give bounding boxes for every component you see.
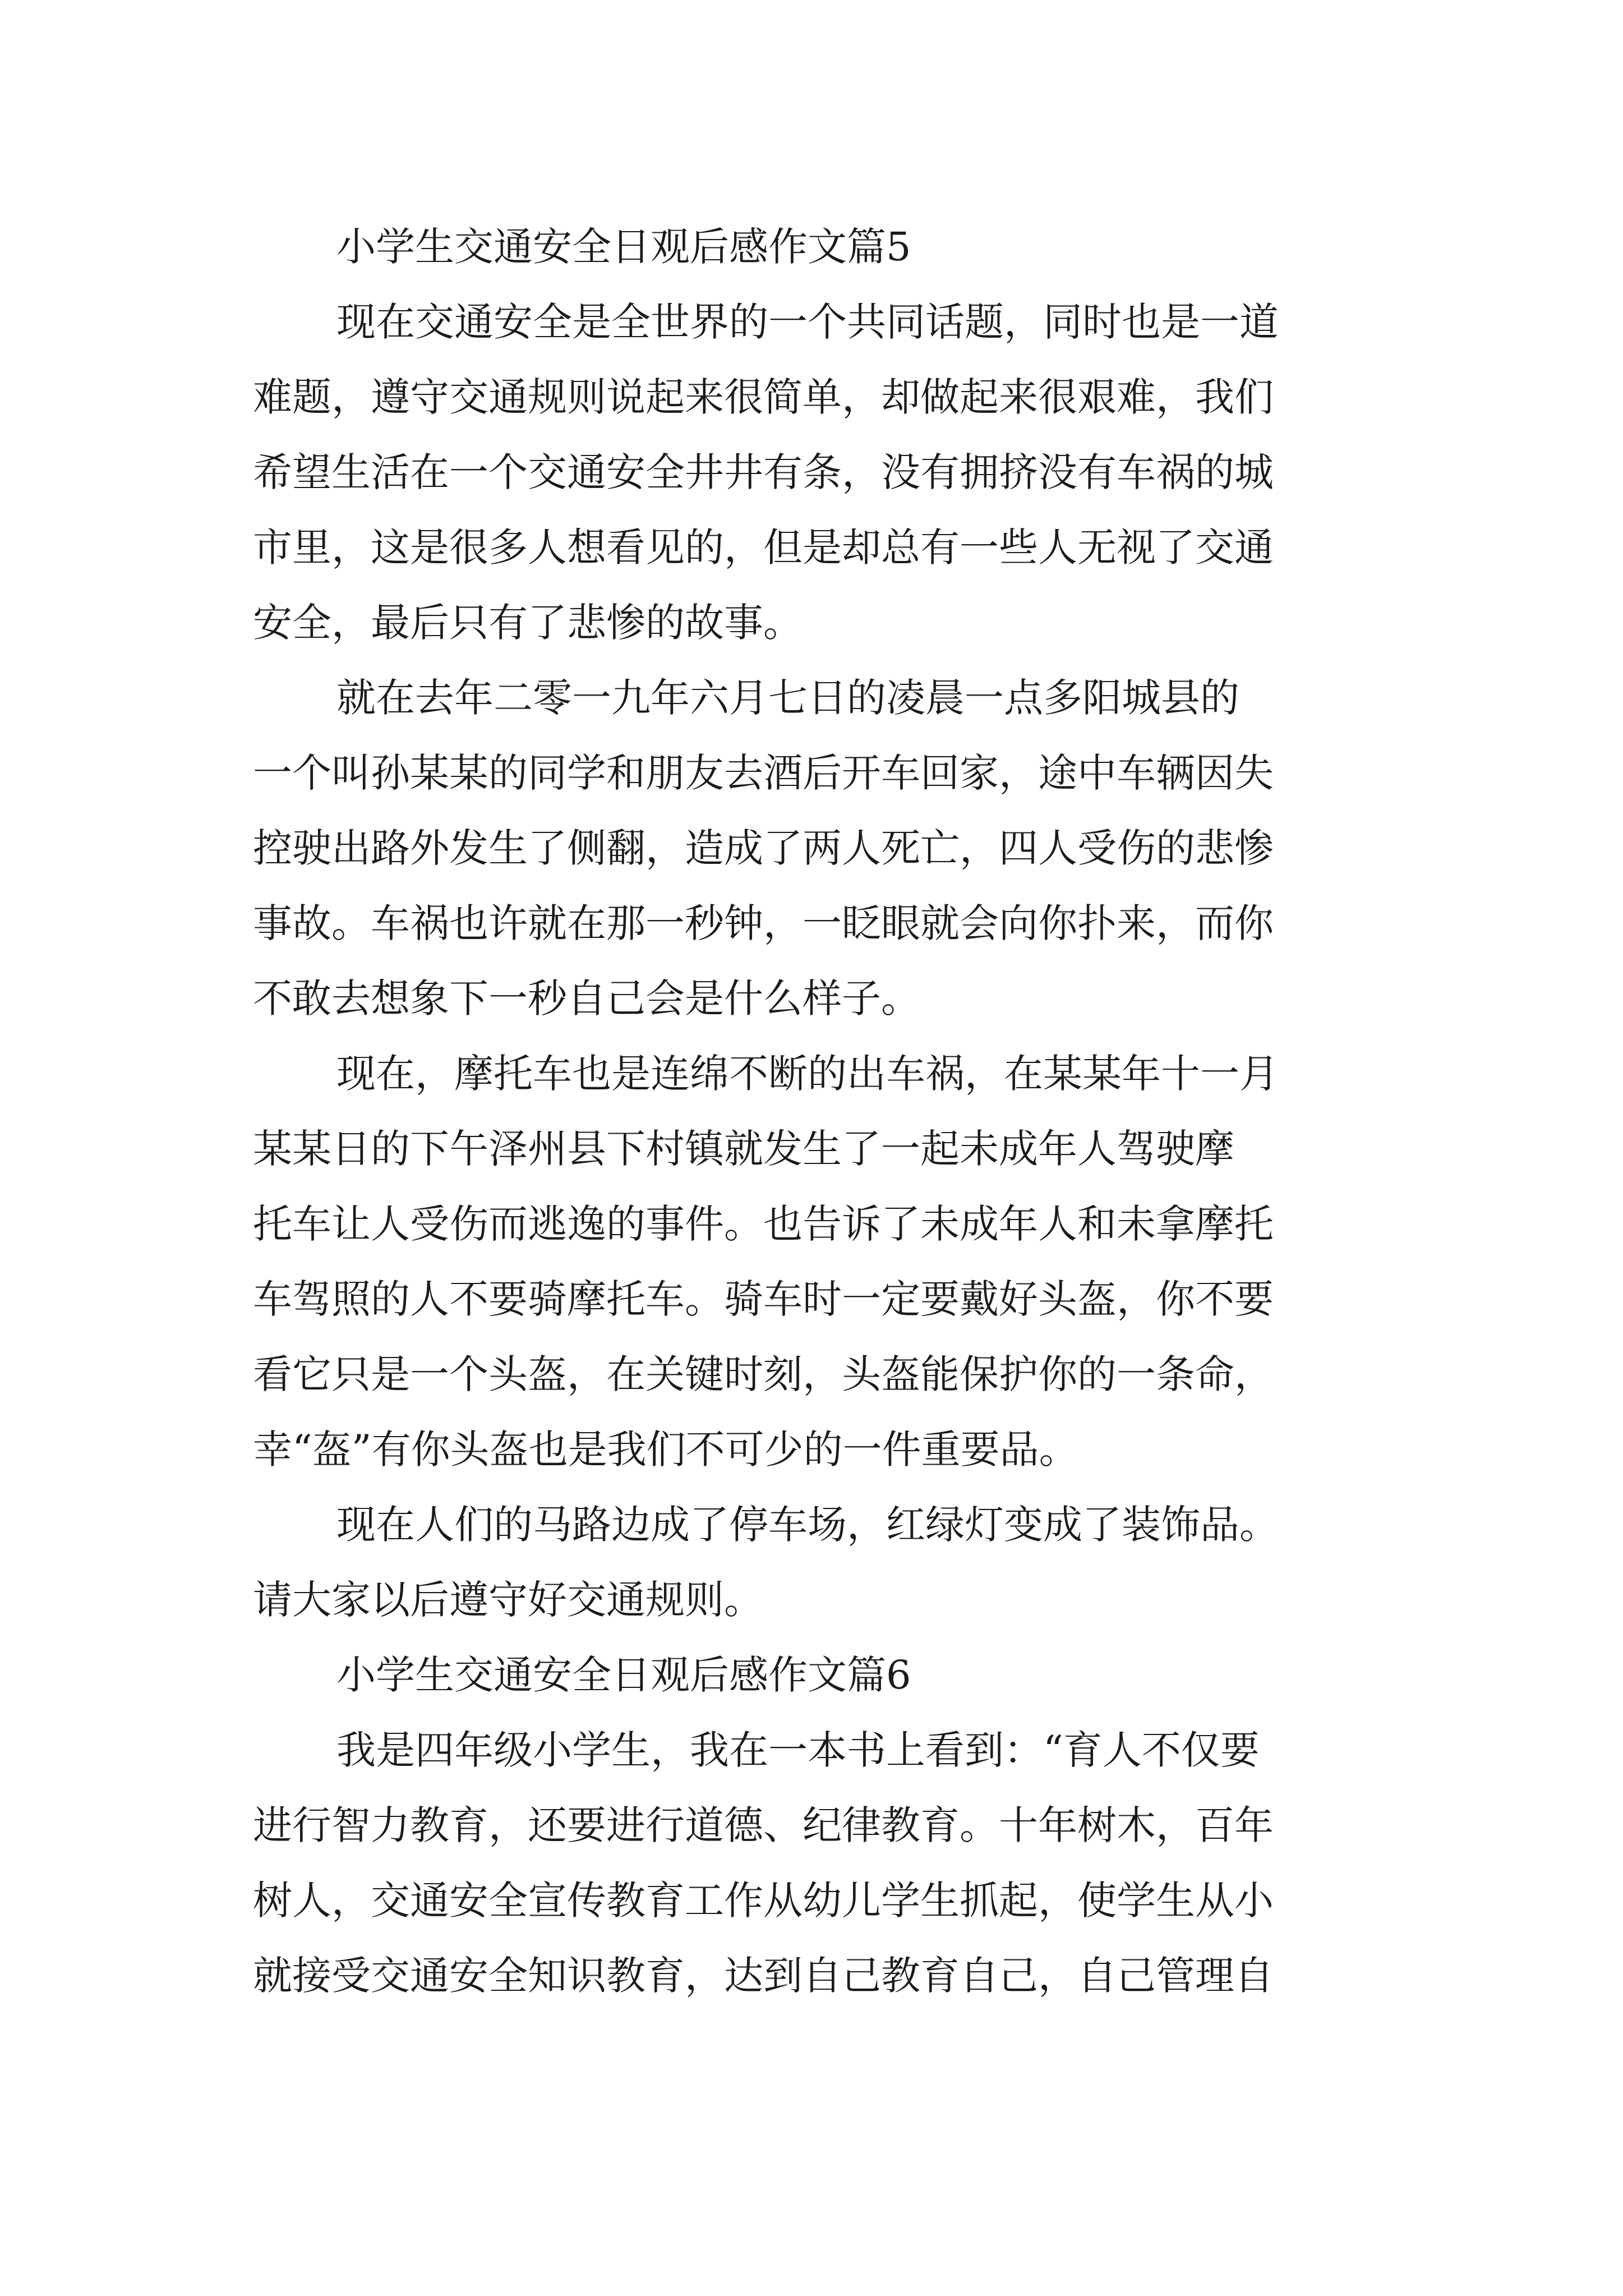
paragraph-line: 现在交通安全是全世界的一个共同话题，同时也是一道	[336, 299, 1279, 345]
paragraph-line: 幸“盔”有你头盔也是我们不可少的一件重要品。	[253, 1427, 1078, 1473]
paragraph-line: 一个叫孙某某的同学和朋友去酒后开车回家，途中车辆因失	[253, 750, 1274, 796]
paragraph-line: 请大家以后遵守好交通规则。	[253, 1577, 763, 1623]
section-heading-5: 小学生交通安全日观后感作文篇5	[336, 224, 911, 270]
paragraph-line: 车驾照的人不要骑摩托车。骑车时一定要戴好头盔，你不要	[253, 1276, 1274, 1322]
paragraph-line: 看它只是一个头盔，在关键时刻，头盔能保护你的一条命，	[253, 1351, 1274, 1397]
paragraph-line: 现在，摩托车也是连绵不断的出车祸，在某某年十一月	[336, 1051, 1279, 1097]
paragraph-line: 不敢去想象下一秒自己会是什么样子。	[253, 976, 920, 1022]
paragraph-line: 某某日的下午泽州县下村镇就发生了一起未成年人驾驶摩	[253, 1126, 1234, 1172]
paragraph-line: 安全，最后只有了悲惨的故事。	[253, 600, 803, 646]
paragraph-line: 就在去年二零一九年六月七日的凌晨一点多阳城县的	[336, 675, 1239, 721]
paragraph-line: 控驶出路外发生了侧翻，造成了两人死亡，四人受伤的悲惨	[253, 825, 1274, 871]
paragraph-line: 进行智力教育，还要进行道德、纪律教育。十年树木，百年	[253, 1802, 1274, 1848]
paragraph-line: 市里，这是很多人想看见的，但是却总有一些人无视了交通	[253, 524, 1274, 570]
paragraph-line: 难题，遵守交通规则说起来很简单，却做起来很艰难，我们	[253, 374, 1274, 420]
paragraph-line: 事故。车祸也许就在那一秒钟，一眨眼就会向你扑来，而你	[253, 900, 1274, 946]
paragraph-line: 希望生活在一个交通安全井井有条，没有拥挤没有车祸的城	[253, 449, 1274, 495]
paragraph-line: 树人，交通安全宣传教育工作从幼儿学生抓起，使学生从小	[253, 1878, 1274, 1924]
paragraph-line: 托车让人受伤而逃逸的事件。也告诉了未成年人和未拿摩托	[253, 1201, 1274, 1247]
section-heading-6: 小学生交通安全日观后感作文篇6	[336, 1652, 911, 1698]
paragraph-line: 我是四年级小学生，我在一本书上看到：“育人不仅要	[336, 1727, 1260, 1773]
paragraph-line: 现在人们的马路边成了停车场，红绿灯变成了装饰品。	[336, 1502, 1279, 1548]
paragraph-line: 就接受交通安全知识教育，达到自己教育自己，自己管理自	[253, 1953, 1274, 1999]
